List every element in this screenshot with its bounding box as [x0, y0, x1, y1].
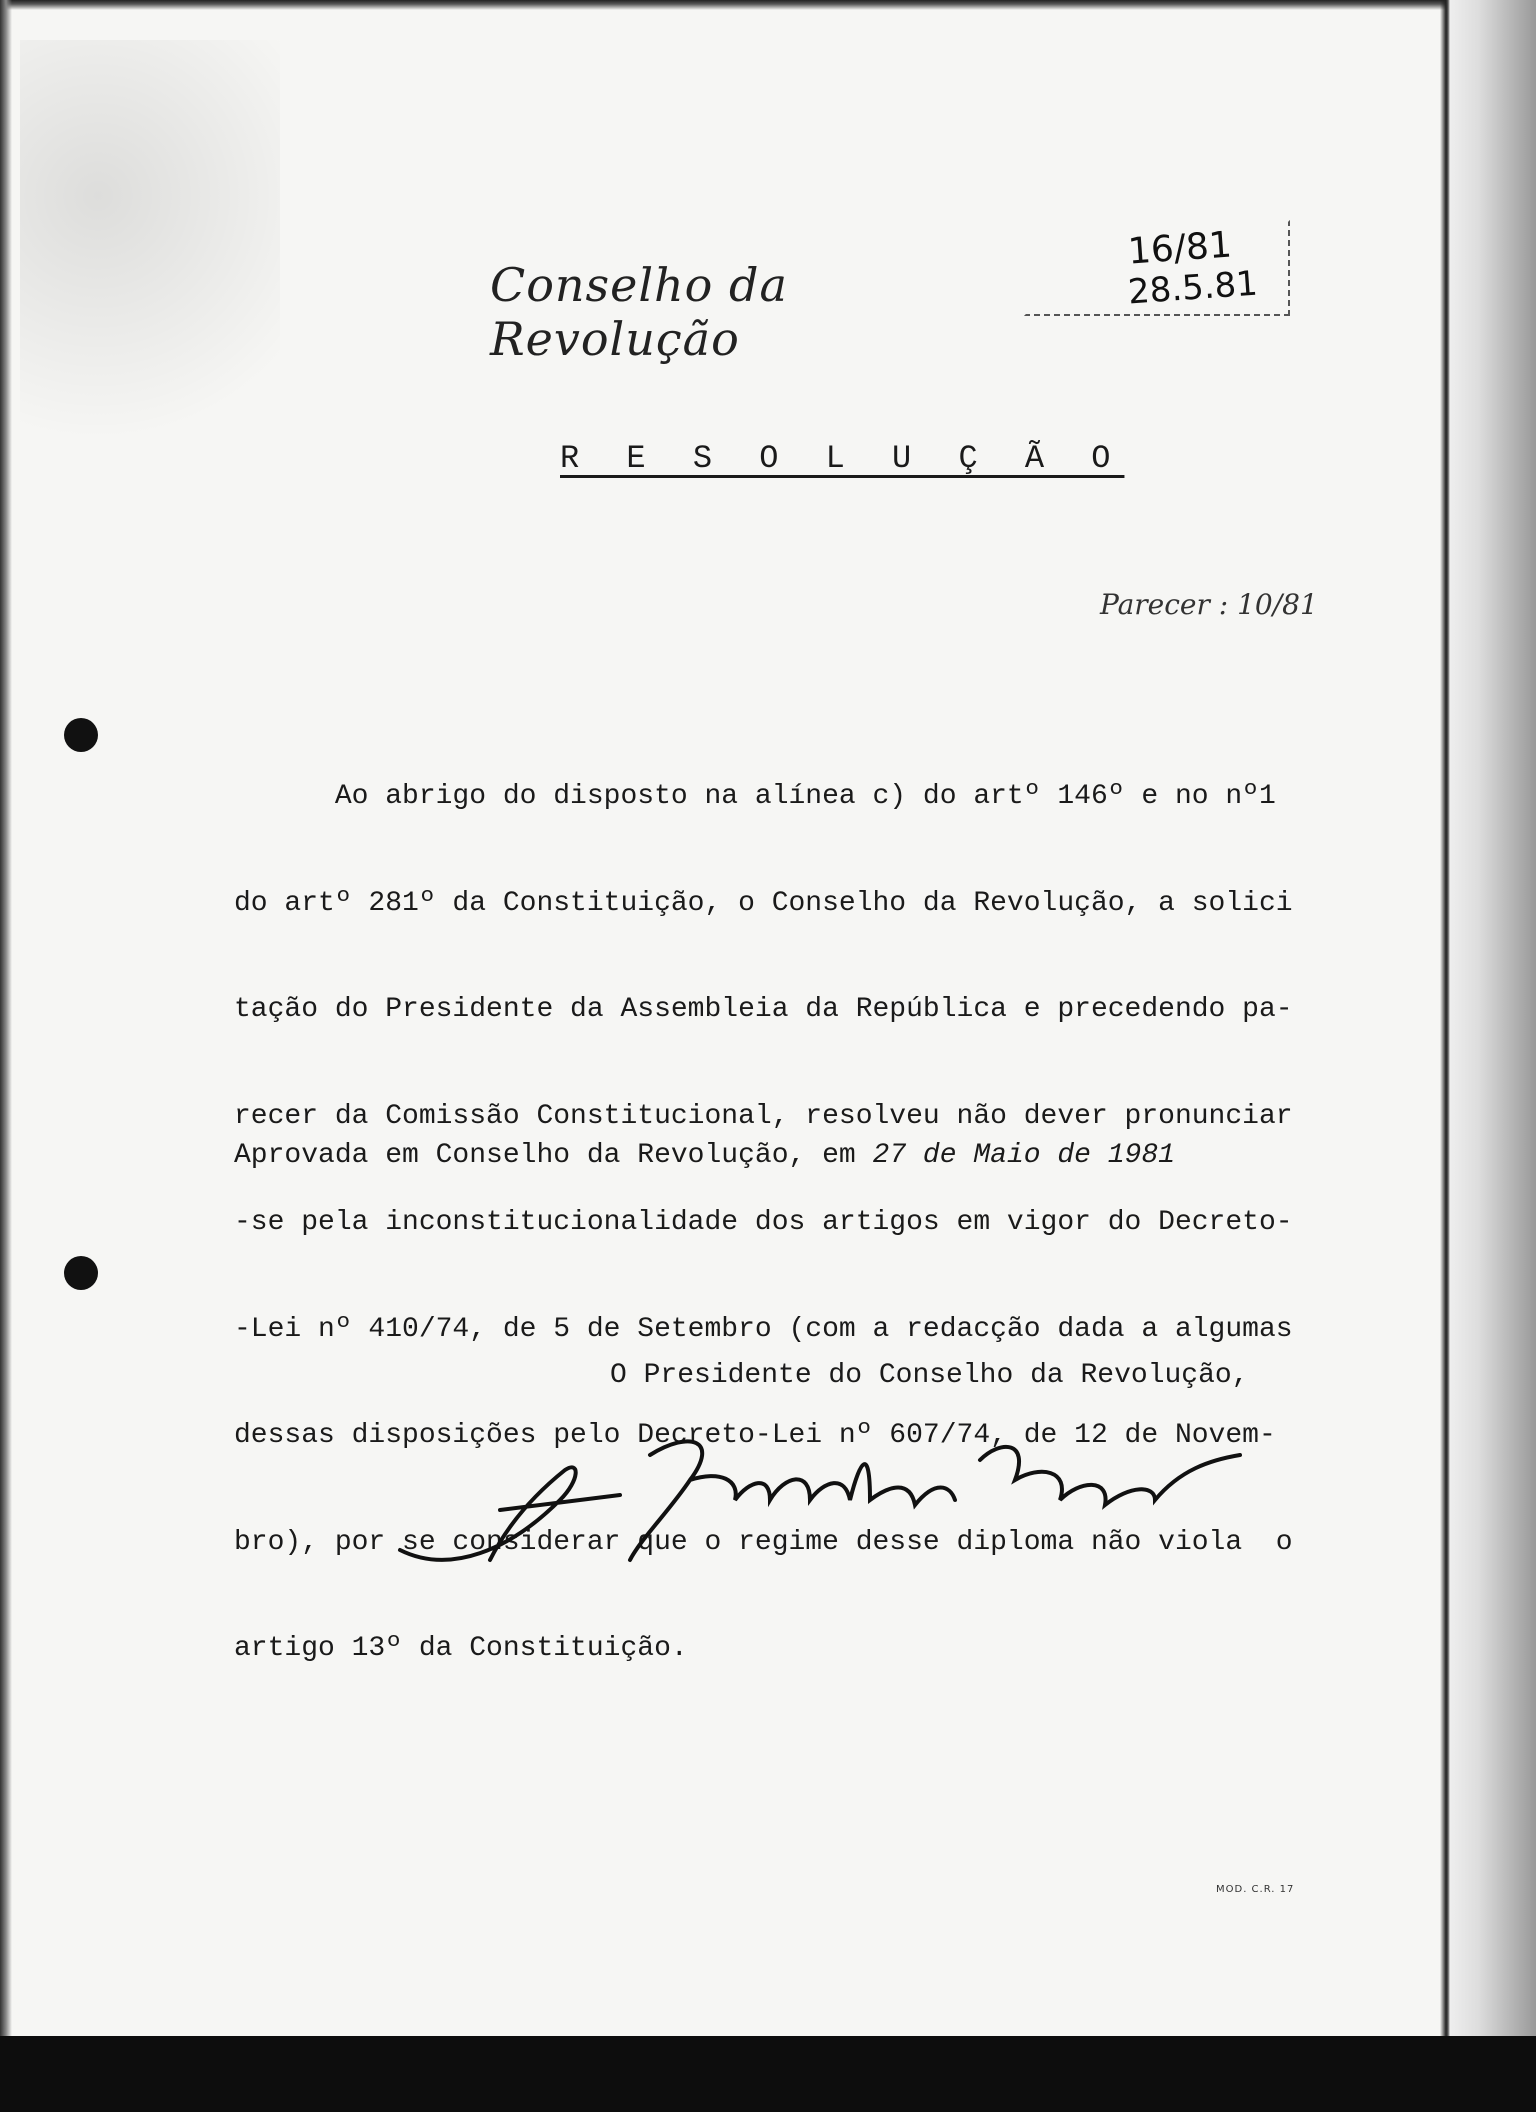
approval-date: 27 de Maio de 1981: [872, 1140, 1175, 1171]
document-title: R E S O L U Ç Ã O: [560, 440, 1125, 477]
stamp-date: 28.5.81: [1126, 263, 1260, 313]
body-line: tação do Presidente da Assembleia da República e precedendo pa-: [234, 994, 1293, 1025]
approval-prefix: Aprovada em Conselho da Revolução, em: [234, 1140, 873, 1171]
scan-edge-left: [0, 0, 12, 2112]
signature: [390, 1400, 1290, 1580]
approval-line: [234, 1140, 1175, 1171]
punch-hole-icon: [64, 718, 98, 752]
body-line: Ao abrigo do disposto na alínea c) do artº 146º e no nº1: [234, 781, 1276, 812]
president-label: O Presidente do Conselho da Revolução,: [610, 1360, 1249, 1391]
body-line: -se pela inconstitucionalidade dos artigos em vigor do Decreto-: [234, 1207, 1293, 1238]
body-line: do artº 281º da Constituição, o Conselho da Revolução, a solici: [234, 887, 1293, 919]
body-line: artigo 13º da Constituição.: [234, 1633, 688, 1664]
punch-hole-icon: [64, 1256, 98, 1290]
scan-edge-bottom: [0, 2036, 1536, 2112]
scan-noise: [20, 40, 280, 560]
body-line: bro), por se considerar que o regime desse diploma não viola o: [234, 1526, 1293, 1558]
resolution-body: [234, 708, 1314, 1738]
margin-note: Parecer : 10/81: [1100, 588, 1318, 621]
stamp-number: 16/81: [1126, 224, 1234, 273]
scan-edge-top: [0, 0, 1536, 10]
model-code: MOD. C.R. 17: [1216, 1884, 1295, 1895]
body-line: -Lei nº 410/74, de 5 de Setembro (com a redacção dada a algumas: [234, 1313, 1293, 1345]
body-line: dessas disposições pelo Decreto-Lei nº 607/74, de 12 de Novem-: [234, 1420, 1276, 1451]
body-line: recer da Comissão Constitucional, resolveu não dever pronunciar: [234, 1100, 1293, 1132]
scan-edge-right: [1440, 0, 1536, 2112]
letterhead: Conselho da Revolução: [490, 258, 788, 366]
